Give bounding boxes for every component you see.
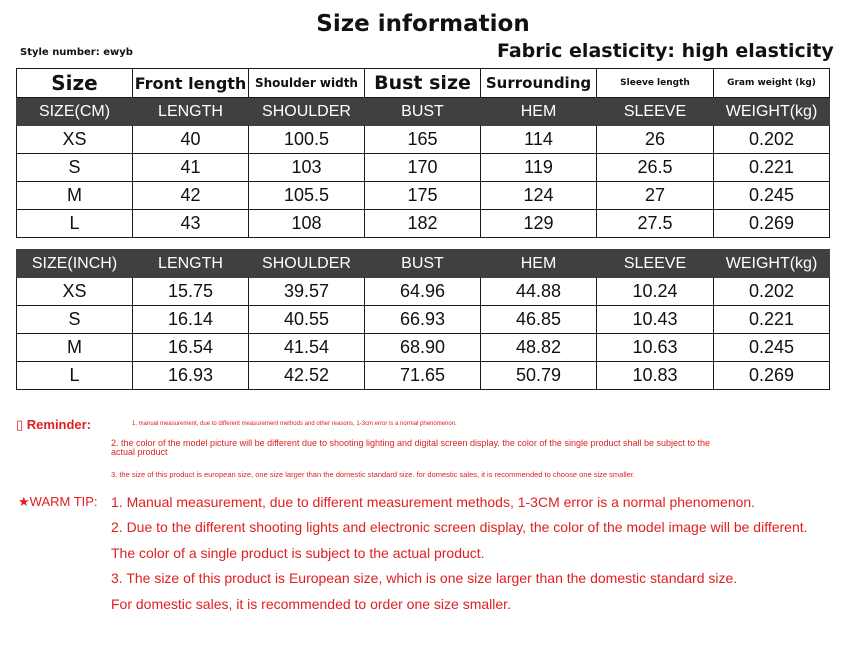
cell: 0.221 bbox=[714, 154, 830, 182]
cell: M bbox=[17, 182, 133, 210]
warm-tip-line-5: For domestic sales, it is recommended to order one size smaller. bbox=[111, 596, 511, 612]
cell: 64.96 bbox=[365, 278, 481, 306]
cell: 42.52 bbox=[249, 362, 365, 390]
column-header: LENGTH bbox=[133, 98, 249, 126]
cell: 26.5 bbox=[597, 154, 714, 182]
cell: 66.93 bbox=[365, 306, 481, 334]
column-header: SLEEVE bbox=[597, 250, 714, 278]
column-header: HEM bbox=[481, 98, 597, 126]
cell: 10.43 bbox=[597, 306, 714, 334]
column-header: HEM bbox=[481, 250, 597, 278]
header-shoulder-width: Shoulder width bbox=[249, 69, 365, 98]
column-header: SLEEVE bbox=[597, 98, 714, 126]
cell: 108 bbox=[249, 210, 365, 238]
column-header: SHOULDER bbox=[249, 250, 365, 278]
column-header: WEIGHT(kg) bbox=[714, 250, 830, 278]
inch-columns-row bbox=[17, 250, 830, 278]
cell: 129 bbox=[481, 210, 597, 238]
cell: 0.202 bbox=[714, 126, 830, 154]
header-bust-size: Bust size bbox=[365, 69, 481, 98]
cell: 27 bbox=[597, 182, 714, 210]
warm-tip-line-2: 2. Due to the different shooting lights and electronic screen display, the color of the model image will be different. bbox=[111, 519, 808, 535]
cell: 42 bbox=[133, 182, 249, 210]
cell: 39.57 bbox=[249, 278, 365, 306]
cell: 182 bbox=[365, 210, 481, 238]
table-row bbox=[17, 182, 830, 210]
size-table-inch bbox=[16, 249, 830, 390]
cell: 10.24 bbox=[597, 278, 714, 306]
cell: 41 bbox=[133, 154, 249, 182]
header-front-length: Front length bbox=[133, 69, 249, 98]
cell: 16.93 bbox=[133, 362, 249, 390]
warm-tip-label: ★WARM TIP: bbox=[18, 494, 98, 509]
cell: 10.83 bbox=[597, 362, 714, 390]
cell: 40.55 bbox=[249, 306, 365, 334]
column-header: BUST bbox=[365, 98, 481, 126]
page-title: Size information bbox=[316, 11, 530, 37]
table-row bbox=[17, 306, 830, 334]
reminder-line-3: 3. the size of this product is european size, one size larger than the domestic standard size. for domestic sales, it is recommended to choose one size smaller. bbox=[111, 470, 636, 479]
column-header: LENGTH bbox=[133, 250, 249, 278]
cell: XS bbox=[17, 126, 133, 154]
cell: 114 bbox=[481, 126, 597, 154]
cell: S bbox=[17, 154, 133, 182]
table-row bbox=[17, 126, 830, 154]
column-header: BUST bbox=[365, 250, 481, 278]
cell: 124 bbox=[481, 182, 597, 210]
cell: 170 bbox=[365, 154, 481, 182]
cell: S bbox=[17, 306, 133, 334]
cell: 50.79 bbox=[481, 362, 597, 390]
warm-tip-line-4: 3. The size of this product is European size, which is one size larger than the domestic standard size. bbox=[111, 570, 738, 586]
table-row bbox=[17, 210, 830, 238]
reminder-line-2: 2. the color of the model picture will be different due to shooting lighting and digital screen display. the color of the single product shall be subject to the actual product bbox=[111, 438, 711, 457]
cell: 0.245 bbox=[714, 182, 830, 210]
cell: 10.63 bbox=[597, 334, 714, 362]
header-size: Size bbox=[17, 69, 133, 98]
table-row bbox=[17, 334, 830, 362]
cell: 46.85 bbox=[481, 306, 597, 334]
warm-tip-line-1: 1. Manual measurement, due to different measurement methods, 1-3CM error is a normal phenomenon. bbox=[111, 494, 756, 510]
warm-tip-line-3: The color of a single product is subject to the actual product. bbox=[111, 545, 485, 561]
column-header: SIZE(CM) bbox=[17, 98, 133, 126]
cell: 0.245 bbox=[714, 334, 830, 362]
style-number: Style number: ewyb bbox=[20, 47, 133, 58]
cell: 40 bbox=[133, 126, 249, 154]
cell: 44.88 bbox=[481, 278, 597, 306]
cell: 0.269 bbox=[714, 210, 830, 238]
table-row bbox=[17, 278, 830, 306]
reminder-label: ▯ Reminder: bbox=[16, 417, 92, 432]
cell: 15.75 bbox=[133, 278, 249, 306]
cell: 165 bbox=[365, 126, 481, 154]
cell: L bbox=[17, 210, 133, 238]
cell: 71.65 bbox=[365, 362, 481, 390]
cell: 0.221 bbox=[714, 306, 830, 334]
cell: XS bbox=[17, 278, 133, 306]
cell: 119 bbox=[481, 154, 597, 182]
cell: 43 bbox=[133, 210, 249, 238]
cell: 175 bbox=[365, 182, 481, 210]
column-header: SIZE(INCH) bbox=[17, 250, 133, 278]
reminder-line-1: 1. manual measurement, due to different measurement methods and other reasons, 1-3cm error is a normal phenomenon. bbox=[132, 421, 457, 427]
header-surrounding: Surrounding bbox=[481, 69, 597, 98]
header-sleeve-length: Sleeve length bbox=[597, 69, 714, 98]
table-row bbox=[17, 362, 830, 390]
cell: 103 bbox=[249, 154, 365, 182]
cm-columns-row bbox=[17, 98, 830, 126]
cell: 27.5 bbox=[597, 210, 714, 238]
cell: 0.202 bbox=[714, 278, 830, 306]
cell: 48.82 bbox=[481, 334, 597, 362]
cell: L bbox=[17, 362, 133, 390]
cell: 0.269 bbox=[714, 362, 830, 390]
cell: 26 bbox=[597, 126, 714, 154]
cell: 41.54 bbox=[249, 334, 365, 362]
cell: 100.5 bbox=[249, 126, 365, 154]
table-row bbox=[17, 154, 830, 182]
column-header: SHOULDER bbox=[249, 98, 365, 126]
column-header: WEIGHT(kg) bbox=[714, 98, 830, 126]
cell: 105.5 bbox=[249, 182, 365, 210]
cell: 16.14 bbox=[133, 306, 249, 334]
size-table-cm bbox=[16, 68, 830, 238]
cell: 68.90 bbox=[365, 334, 481, 362]
header-gram-weight: Gram weight (kg) bbox=[714, 69, 830, 98]
cell: 16.54 bbox=[133, 334, 249, 362]
cell: M bbox=[17, 334, 133, 362]
fabric-elasticity: Fabric elasticity: high elasticity bbox=[497, 40, 834, 62]
table-header-row bbox=[17, 69, 830, 98]
